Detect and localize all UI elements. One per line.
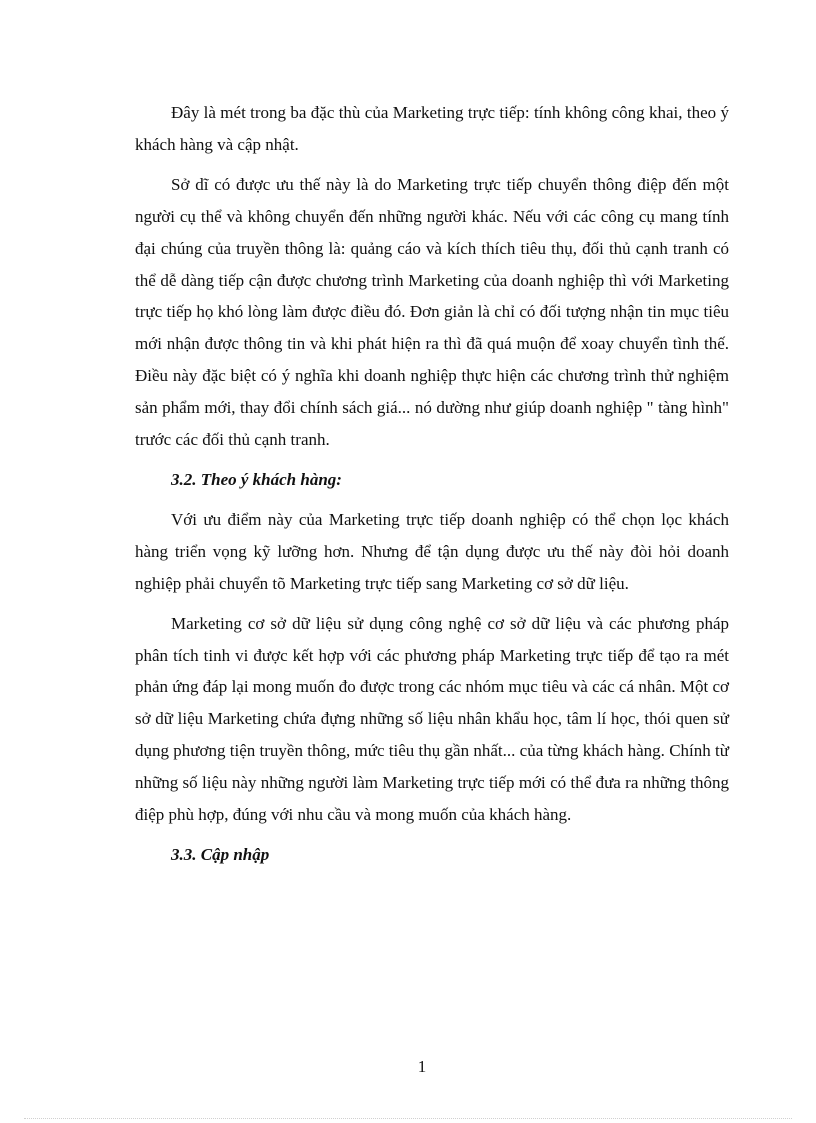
paragraph-intro: Đây là mét trong ba đặc thù của Marketing trực tiếp: tính không công khai, theo ý khách hàng và cập nhật.: [135, 103, 729, 154]
paragraph-database-marketing: Marketing cơ sở dữ liệu sử dụng công nghệ cơ sở dữ liệu và các phương pháp phân tích tinh vi được kết hợp với các phương pháp Marketing trực tiếp để tạo ra mét phản ứng đáp lại mong muốn đo được trong các nhóm mục tiêu và các cá nhân. Một cơ sở dữ liệu Marketing chứa đựng những số liệu nhân khẩu học, tâm lí học, thói quen sử dụng phương tiện truyền thông, mức tiêu thụ gần nhất... của từng khách hàng. Chính từ những số liệu này những người làm Marketing trực tiếp mới có thể đưa ra những thông điệp phù hợp, đúng với nhu cầu và mong muốn của khách hàng.: [135, 613, 729, 825]
paragraph-customer-choice: Với ưu điểm này của Marketing trực tiếp doanh nghiệp có thể chọn lọc khách hàng triển vọng kỹ lưỡng hơn. Nhưng để tận dụng được ưu thế này đòi hỏi doanh nghiệp phải chuyển tõ Marketing trực tiếp sang Marketing cơ sở dữ liệu.: [135, 509, 729, 593]
section-heading-3-2: 3.2. Theo ý khách hàng:: [171, 469, 342, 489]
section-heading-3-3: 3.3. Cập nhập: [171, 844, 270, 864]
document-body: [135, 97, 729, 879]
paragraph-advantage: Sở dĩ có được ưu thế này là do Marketing trực tiếp chuyển thông điệp đến một người cụ thể và không chuyển đến những người khác. Nếu với các công cụ mang tính đại chúng của truyền thông là: quảng cáo và kích thích tiêu thụ, đối thủ cạnh tranh có thể dễ dàng tiếp cận được chương trình Marketing của doanh nghiệp thì với Marketing trực tiếp họ khó lòng làm được điều đó. Đơn giản là chỉ có đối tượng nhận tin mục tiêu mới nhận được thông tin và khi phát hiện ra thì đã quá muộn để xoay chuyển tình thế. Điều này đặc biệt có ý nghĩa khi doanh nghiệp thực hiện các chương trình thử nghiệm sản phẩm mới, thay đổi chính sách giá... nó dường như giúp doanh nghiệp " tàng hình" trước các đối thủ cạnh tranh.: [135, 174, 729, 450]
page-bottom-divider: [24, 1118, 792, 1119]
page-number: 1: [417, 1057, 427, 1076]
